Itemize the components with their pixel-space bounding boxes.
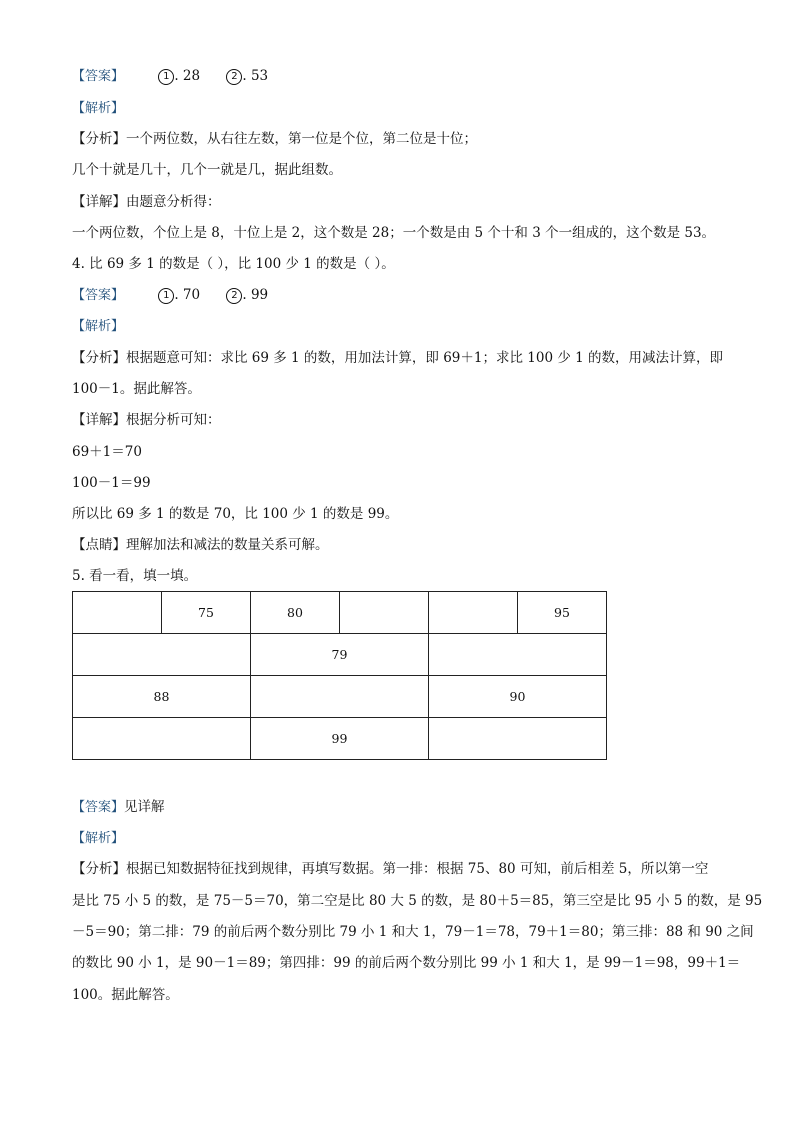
q4-equation-1: 69＋1＝70 xyxy=(72,444,142,460)
answer-value: . 70 xyxy=(174,287,201,303)
table-cell xyxy=(340,592,429,634)
table-cell xyxy=(251,676,429,718)
q3-analysis-heading xyxy=(72,98,734,119)
xiangjie-text: 由题意分析得： xyxy=(126,194,221,210)
fenxi-text: 根据已知数据特征找到规律，再填写数据。第一排：根据 75、80 可知，前后相差 5，所以第一空 xyxy=(126,861,709,877)
table-cell xyxy=(429,592,518,634)
xiangjie-tag: 【详解】 xyxy=(72,412,126,428)
table-cell: 80 xyxy=(251,592,340,634)
table-row xyxy=(73,592,607,634)
answer-tag: 【答案】 xyxy=(72,288,125,303)
q3-xiangjie-line xyxy=(72,192,734,212)
table-cell: 99 xyxy=(251,718,429,760)
q5-fenxi-line-5: 100。据此解答。 xyxy=(72,987,179,1003)
q3-xiangjie-line-2: 一个两位数，个位上是 8，十位上是 2，这个数是 28；一个数是由 5 个十和 3 个一组成的，这个数是 53。 xyxy=(72,225,716,241)
fenxi-tag: 【分析】 xyxy=(72,350,126,366)
q4-xiangjie-line xyxy=(72,410,734,430)
xiangjie-text: 根据分析可知： xyxy=(126,412,221,428)
q4-fenxi-line-1 xyxy=(72,348,734,368)
fenxi-text: 一个两位数，从右往左数，第一位是个位，第二位是十位； xyxy=(126,131,477,147)
table-cell xyxy=(429,718,607,760)
number-grid-table xyxy=(72,591,607,760)
q4-conclusion: 所以比 69 多 1 的数是 70，比 100 少 1 的数是 99。 xyxy=(72,506,399,522)
circled-number-1: 1 xyxy=(158,69,174,85)
circled-number-1: 1 xyxy=(158,288,174,304)
q4-question: 4. 比 69 多 1 的数是（ ），比 100 少 1 的数是（ ）。 xyxy=(72,256,395,272)
analysis-tag: 【解析】 xyxy=(72,319,125,334)
q4-dianjing-line xyxy=(72,535,734,555)
table-cell: 75 xyxy=(162,592,251,634)
dianjing-tag: 【点睛】 xyxy=(72,537,126,553)
answer-tag: 【答案】 xyxy=(72,800,125,815)
q4-fenxi-line-2: 100－1。据此解答。 xyxy=(72,381,201,397)
fenxi-tag: 【分析】 xyxy=(72,131,126,147)
table-cell xyxy=(429,634,607,676)
answer-value: . 28 xyxy=(174,68,201,84)
table-cell: 79 xyxy=(251,634,429,676)
q5-question: 5. 看一看，填一填。 xyxy=(72,568,198,584)
answer-value: . 99 xyxy=(242,287,269,303)
table-row xyxy=(73,634,607,676)
table-cell xyxy=(73,634,251,676)
table-cell: 90 xyxy=(429,676,607,718)
q5-fenxi-line-4: 的数比 90 小 1，是 90－1＝89；第四排：99 的前后两个数分别比 99 小 1 和大 1，是 99－1＝98，99＋1＝ xyxy=(72,955,741,971)
fenxi-text: 根据题意可知：求比 69 多 1 的数，用加法计算，即 69＋1；求比 100 少 1 的数，用减法计算，即 xyxy=(126,350,724,366)
q5-answer-line xyxy=(72,797,734,818)
q4-equation-2: 100－1＝99 xyxy=(72,475,151,491)
q4-answer-line xyxy=(72,285,734,306)
answer-value: . 53 xyxy=(242,68,269,84)
answer-text: 见详解 xyxy=(124,799,165,815)
q5-analysis-heading xyxy=(72,828,734,849)
q3-fenxi-line-1 xyxy=(72,129,734,149)
q5-fenxi-line-2: 是比 75 小 5 的数，是 75－5＝70，第二空是比 80 大 5 的数，是 80＋5＝85，第三空是比 95 小 5 的数，是 95 xyxy=(72,893,763,909)
table-cell xyxy=(73,718,251,760)
xiangjie-tag: 【详解】 xyxy=(72,194,126,210)
circled-number-2: 2 xyxy=(226,288,242,304)
analysis-tag: 【解析】 xyxy=(72,101,125,116)
circled-number-2: 2 xyxy=(226,69,242,85)
q5-fenxi-line-3: －5＝90；第二排：79 的前后两个数分别比 79 小 1 和大 1，79－1＝78，79＋1＝80；第三排：88 和 90 之间 xyxy=(72,924,754,940)
q3-answer-line xyxy=(72,66,734,87)
q4-analysis-heading xyxy=(72,316,734,337)
table-cell xyxy=(73,592,162,634)
q3-fenxi-line-2: 几个十就是几十，几个一就是几，据此组数。 xyxy=(72,162,342,178)
answer-tag: 【答案】 xyxy=(72,69,125,84)
fenxi-tag: 【分析】 xyxy=(72,861,126,877)
q5-fenxi-line-1 xyxy=(72,859,734,879)
table-cell: 88 xyxy=(73,676,251,718)
table-row xyxy=(73,676,607,718)
dianjing-text: 理解加法和减法的数量关系可解。 xyxy=(126,537,329,553)
table-row xyxy=(73,718,607,760)
analysis-tag: 【解析】 xyxy=(72,831,125,846)
table-cell: 95 xyxy=(518,592,607,634)
